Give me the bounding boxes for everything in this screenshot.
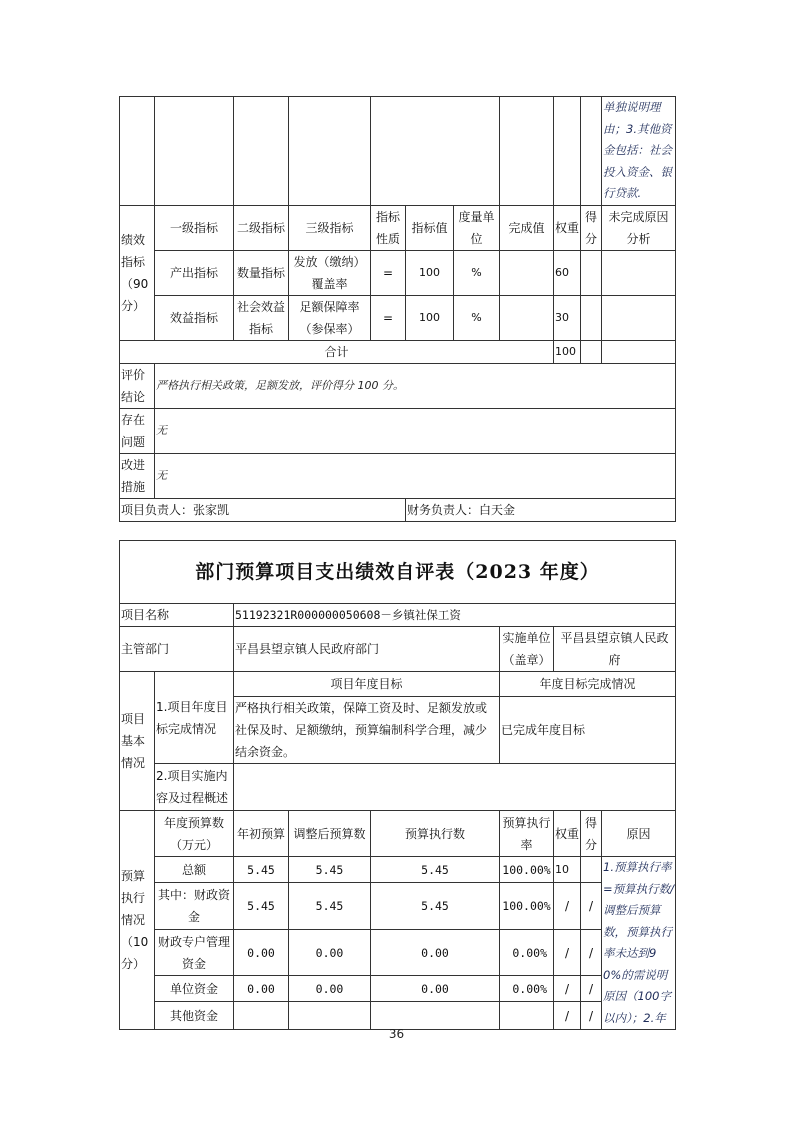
weight-cell: 60 bbox=[554, 250, 581, 295]
adjusted-cell bbox=[289, 1002, 371, 1030]
score-cell: / bbox=[581, 883, 602, 930]
signature-row bbox=[120, 498, 676, 521]
header-cell: 原因 bbox=[602, 811, 676, 857]
adjusted-cell: 0.00 bbox=[289, 976, 371, 1002]
header-cell: 完成值 bbox=[500, 205, 554, 250]
reason-cell bbox=[602, 295, 676, 340]
continued-row bbox=[120, 97, 676, 206]
weight-cell: / bbox=[554, 883, 581, 930]
score-cell bbox=[581, 250, 602, 295]
issues-row bbox=[120, 408, 676, 453]
rate-cell: 0.00% bbox=[500, 930, 554, 976]
table-row bbox=[120, 930, 676, 976]
weight-cell: / bbox=[554, 1002, 581, 1030]
fund-name-cell: 其中：财政资金 bbox=[155, 883, 234, 930]
basic-info-label: 项目基本情况 bbox=[120, 672, 155, 811]
table-row bbox=[120, 883, 676, 930]
goal-header-row bbox=[120, 672, 676, 697]
executed-cell: 5.45 bbox=[371, 857, 500, 883]
weight-cell: / bbox=[554, 976, 581, 1002]
table-row bbox=[120, 976, 676, 1002]
fund-name-cell: 总额 bbox=[155, 857, 234, 883]
budget-header-row bbox=[120, 811, 676, 857]
issues-label: 存在问题 bbox=[120, 408, 155, 453]
goal-text: 严格执行相关政策，保障工资及时、足额发放或社保及时、足额缴纳，预算编制科学合理，减少结余资金。 bbox=[234, 697, 500, 764]
conclusion-row bbox=[120, 363, 676, 408]
total-weight: 100 bbox=[554, 340, 581, 363]
adjusted-cell: 5.45 bbox=[289, 857, 371, 883]
form-title: 部门预算项目支出绩效自评表（2023 年度） bbox=[120, 541, 676, 604]
level1-cell: 产出指标 bbox=[155, 250, 234, 295]
header-cell: 预算执行率 bbox=[500, 811, 554, 857]
initial-cell: 5.45 bbox=[234, 857, 289, 883]
executed-cell bbox=[371, 1002, 500, 1030]
total-label: 合计 bbox=[120, 340, 554, 363]
header-cell: 一级指标 bbox=[155, 205, 234, 250]
level2-cell: 数量指标 bbox=[234, 250, 289, 295]
fund-name-cell: 财政专户管理资金 bbox=[155, 930, 234, 976]
goal-row-label: 1.项目年度目标完成情况 bbox=[155, 672, 234, 764]
rate-cell: 100.00% bbox=[500, 883, 554, 930]
nature-cell: = bbox=[371, 250, 406, 295]
header-cell: 度量单位 bbox=[454, 205, 500, 250]
executed-cell: 5.45 bbox=[371, 883, 500, 930]
goal-header: 项目年度目标 bbox=[234, 672, 500, 697]
table-row bbox=[120, 295, 676, 340]
project-name-value: 51192321R000000050608－乡镇社保工资 bbox=[234, 604, 676, 627]
rate-cell: 100.00% bbox=[500, 857, 554, 883]
header-cell: 未完成原因分析 bbox=[602, 205, 676, 250]
conclusion-label: 评价结论 bbox=[120, 363, 155, 408]
unit-cell: % bbox=[454, 295, 500, 340]
project-lead: 项目负责人：张家凯 bbox=[120, 498, 406, 521]
finance-lead: 财务负责人：白天金 bbox=[406, 498, 676, 521]
process-label: 2.项目实施内容及过程概述 bbox=[155, 764, 234, 811]
table-row bbox=[120, 857, 676, 883]
completion-header: 年度目标完成情况 bbox=[500, 672, 676, 697]
fund-name-cell: 单位资金 bbox=[155, 976, 234, 1002]
perf-section-label: 绩效指标（90分） bbox=[120, 205, 155, 340]
actual-cell bbox=[500, 295, 554, 340]
dept-label: 主管部门 bbox=[120, 627, 234, 672]
impl-unit-label: 实施单位（盖章） bbox=[500, 627, 554, 672]
header-cell: 年度预算数（万元） bbox=[155, 811, 234, 857]
initial-cell: 0.00 bbox=[234, 930, 289, 976]
rate-cell: 0.00% bbox=[500, 976, 554, 1002]
initial-cell bbox=[234, 1002, 289, 1030]
actual-cell bbox=[500, 250, 554, 295]
process-row bbox=[120, 764, 676, 811]
executed-cell: 0.00 bbox=[371, 930, 500, 976]
header-cell: 调整后预算数 bbox=[289, 811, 371, 857]
level2-cell: 社会效益指标 bbox=[234, 295, 289, 340]
header-cell: 二级指标 bbox=[234, 205, 289, 250]
score-cell: / bbox=[581, 976, 602, 1002]
value-cell: 100 bbox=[406, 250, 454, 295]
self-evaluation-table bbox=[119, 540, 676, 1030]
header-cell: 权重 bbox=[554, 205, 581, 250]
score-cell bbox=[581, 295, 602, 340]
header-cell: 得分 bbox=[581, 205, 602, 250]
level3-cell: 足额保障率（参保率） bbox=[289, 295, 371, 340]
value-cell: 100 bbox=[406, 295, 454, 340]
continued-note: 单独说明理由；3.其他资金包括：社会投入资金、银行贷款. bbox=[602, 97, 676, 206]
project-name-label: 项目名称 bbox=[120, 604, 234, 627]
header-cell: 三级指标 bbox=[289, 205, 371, 250]
nature-cell: = bbox=[371, 295, 406, 340]
score-cell bbox=[581, 857, 602, 883]
weight-cell: 30 bbox=[554, 295, 581, 340]
completion-text: 已完成年度目标 bbox=[500, 697, 676, 764]
header-cell: 年初预算 bbox=[234, 811, 289, 857]
performance-indicator-table bbox=[119, 96, 676, 522]
reason-note: 1.预算执行率=预算执行数/调整后预算数，预算执行率未达到90%的需说明原因（100字以内）；2.年 bbox=[602, 857, 676, 1030]
score-cell: / bbox=[581, 1002, 602, 1030]
improve-row bbox=[120, 453, 676, 498]
improve-text: 无 bbox=[155, 453, 676, 498]
perf-header-row bbox=[120, 205, 676, 250]
table-row bbox=[120, 250, 676, 295]
adjusted-cell: 0.00 bbox=[289, 930, 371, 976]
dept-value: 平昌县望京镇人民政府部门 bbox=[234, 627, 500, 672]
title-row bbox=[120, 541, 676, 604]
issues-text: 无 bbox=[155, 408, 676, 453]
table-row bbox=[120, 1002, 676, 1030]
total-row bbox=[120, 340, 676, 363]
process-text bbox=[234, 764, 676, 811]
score-cell: / bbox=[581, 930, 602, 976]
page-number: 36 bbox=[388, 1027, 405, 1041]
header-cell: 指标性质 bbox=[371, 205, 406, 250]
conclusion-text: 严格执行相关政策，足额发放，评价得分 100 分。 bbox=[155, 363, 676, 408]
budget-section-label: 预算执行情况（10分） bbox=[120, 811, 155, 1030]
improve-label: 改进措施 bbox=[120, 453, 155, 498]
unit-cell: % bbox=[454, 250, 500, 295]
adjusted-cell: 5.45 bbox=[289, 883, 371, 930]
rate-cell bbox=[500, 1002, 554, 1030]
header-cell: 权重 bbox=[554, 811, 581, 857]
impl-unit-value: 平昌县望京镇人民政府 bbox=[554, 627, 676, 672]
header-cell: 指标值 bbox=[406, 205, 454, 250]
fund-name-cell: 其他资金 bbox=[155, 1002, 234, 1030]
initial-cell: 0.00 bbox=[234, 976, 289, 1002]
header-cell: 得分 bbox=[581, 811, 602, 857]
dept-row bbox=[120, 627, 676, 672]
executed-cell: 0.00 bbox=[371, 976, 500, 1002]
header-cell: 预算执行数 bbox=[371, 811, 500, 857]
reason-cell bbox=[602, 250, 676, 295]
level1-cell: 效益指标 bbox=[155, 295, 234, 340]
weight-cell: 10 bbox=[554, 857, 581, 883]
level3-cell: 发放（缴纳）覆盖率 bbox=[289, 250, 371, 295]
project-name-row bbox=[120, 604, 676, 627]
weight-cell: / bbox=[554, 930, 581, 976]
initial-cell: 5.45 bbox=[234, 883, 289, 930]
